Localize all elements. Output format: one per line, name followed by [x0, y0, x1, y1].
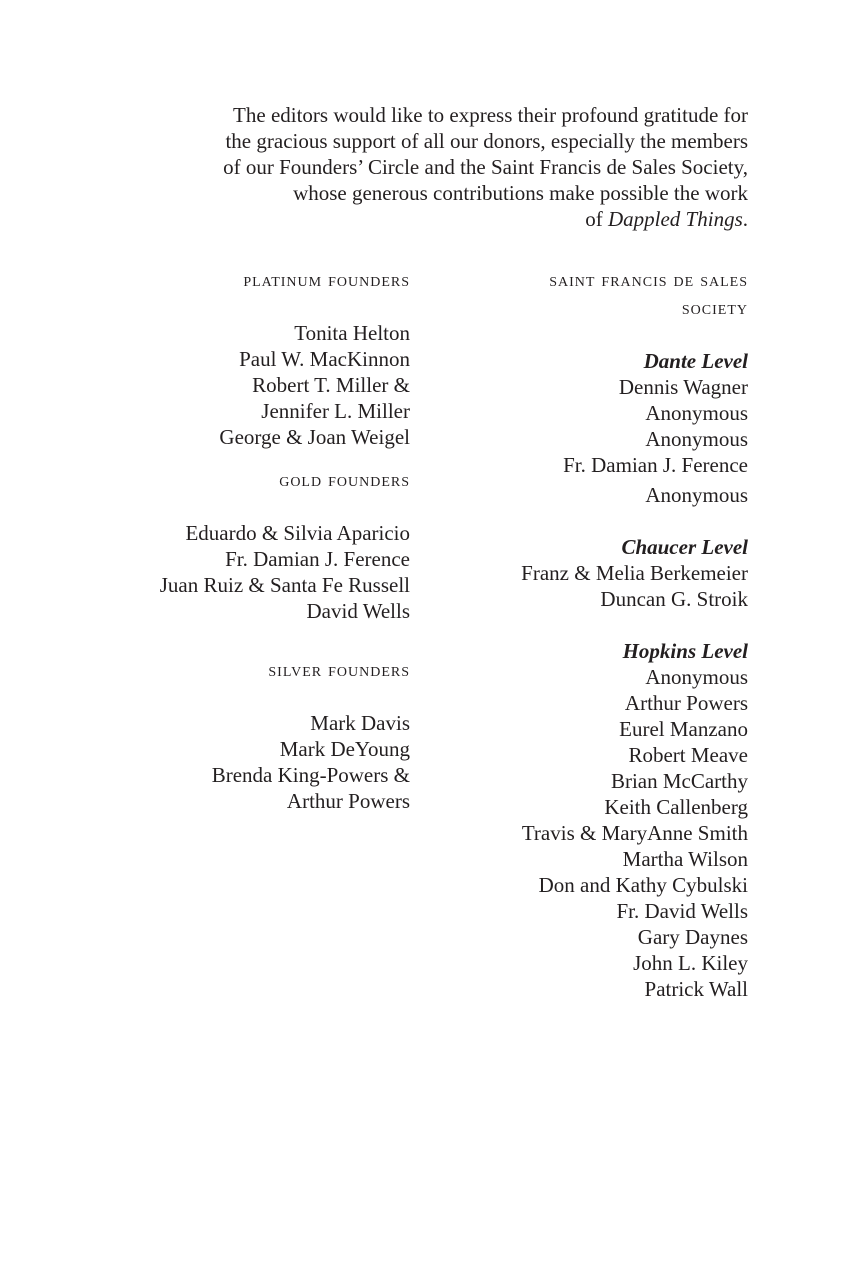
donor-name: Fr. Damian J. Ference: [563, 453, 748, 477]
dante-level-label: Dante Level: [643, 349, 748, 373]
donor-name: Fr. David Wells: [616, 899, 748, 923]
donor-name: Jennifer L. Miller: [261, 399, 410, 423]
hopkins-level-label: Hopkins Level: [622, 639, 748, 663]
intro-last-prefix: of: [585, 207, 608, 231]
intro-line: of our Founders’ Circle and the Saint Francis de Sales Society,: [223, 155, 748, 179]
magazine-title: Dappled Things: [607, 207, 743, 231]
donor-name: Anonymous: [645, 401, 748, 425]
platinum-founders-heading: platinum founders: [243, 269, 410, 291]
donor-name: George & Joan Weigel: [219, 425, 410, 449]
donor-name: Juan Ruiz & Santa Fe Russell: [159, 573, 410, 597]
donor-name: Robert Meave: [628, 743, 748, 767]
donor-name: Martha Wilson: [622, 847, 748, 871]
donor-name: Brenda King-Powers &: [211, 763, 410, 787]
donor-name: Arthur Powers: [624, 691, 748, 715]
intro-line: the gracious support of all our donors, especially the members: [225, 129, 748, 153]
gold-founders-heading: gold founders: [279, 469, 410, 491]
chaucer-level-label: Chaucer Level: [621, 535, 748, 559]
donor-name: Robert T. Miller &: [252, 373, 410, 397]
society-column: [440, 266, 748, 1002]
donor-name: Patrick Wall: [644, 977, 748, 1001]
donor-name: Paul W. MacKinnon: [239, 347, 410, 371]
donor-name: Keith Callenberg: [604, 795, 748, 819]
donor-name: Anonymous: [645, 665, 748, 689]
donor-name: Travis & MaryAnne Smith: [521, 821, 748, 845]
donor-name: Mark Davis: [310, 711, 410, 735]
intro-line: The editors would like to express their profound gratitude for: [233, 103, 748, 127]
donor-name: Arthur Powers: [286, 789, 410, 813]
donor-name: Tonita Helton: [294, 321, 410, 345]
donor-name: Duncan G. Stroik: [600, 587, 748, 611]
donor-name: Dennis Wagner: [618, 375, 748, 399]
intro-last-line: [130, 206, 748, 232]
silver-founders-heading: silver founders: [268, 659, 410, 681]
donor-name: Don and Kathy Cybulski: [538, 873, 748, 897]
founders-column: [100, 266, 410, 814]
donor-name: Eduardo & Silvia Aparicio: [185, 521, 410, 545]
donor-name: Franz & Melia Berkemeier: [521, 561, 748, 585]
donor-name: Anonymous: [645, 427, 748, 451]
society-heading: saint francis de sales society: [549, 269, 748, 319]
donor-name: David Wells: [306, 599, 410, 623]
intro-line: whose generous contributions make possible the work: [293, 181, 748, 205]
donor-name: Fr. Damian J. Ference: [225, 547, 410, 571]
intro-paragraph: [130, 102, 748, 232]
donor-name: Mark DeYoung: [279, 737, 410, 761]
donor-name: Gary Daynes: [637, 925, 748, 949]
donor-name: Eurel Manzano: [619, 717, 748, 741]
donor-name: John L. Kiley: [633, 951, 748, 975]
donor-name: Brian McCarthy: [610, 769, 748, 793]
donor-name: Anonymous: [645, 483, 748, 507]
intro-last-suffix: .: [742, 207, 748, 231]
